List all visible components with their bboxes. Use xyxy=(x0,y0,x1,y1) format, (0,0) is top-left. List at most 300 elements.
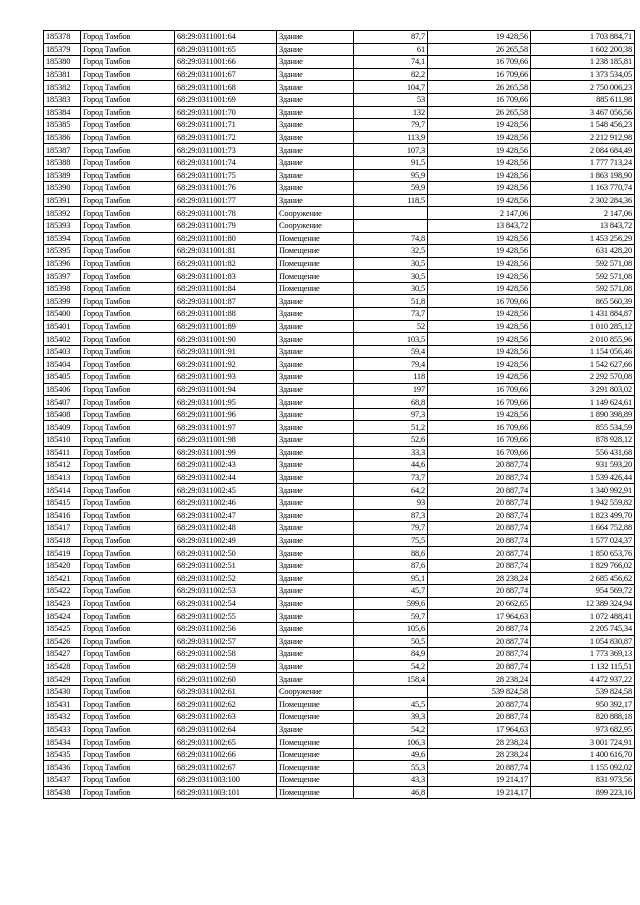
record-number-cell: 185406 xyxy=(44,383,81,396)
area-cell xyxy=(354,219,428,232)
cadastral-value-cell: 1 132 115,51 xyxy=(531,660,635,673)
object-type-cell: Помещение xyxy=(277,786,354,799)
unit-value-cell: 19 428,56 xyxy=(428,194,531,207)
unit-value-cell: 26 265,58 xyxy=(428,43,531,56)
table-row xyxy=(44,597,635,610)
area-cell: 51,8 xyxy=(354,295,428,308)
cadastral-value-cell: 1 577 024,37 xyxy=(531,534,635,547)
unit-value-cell: 19 428,56 xyxy=(428,232,531,245)
record-number-cell: 185383 xyxy=(44,93,81,106)
cadastral-value-cell: 1 154 056,46 xyxy=(531,345,635,358)
record-number-cell: 185424 xyxy=(44,610,81,623)
area-cell: 59,4 xyxy=(354,345,428,358)
city-cell: Город Тамбов xyxy=(81,333,175,346)
cadastral-number-cell: 68:29:0311001:99 xyxy=(175,446,277,459)
city-cell: Город Тамбов xyxy=(81,597,175,610)
table-row xyxy=(44,169,635,182)
area-cell: 45,7 xyxy=(354,585,428,598)
object-type-cell: Здание xyxy=(277,31,354,44)
city-cell: Город Тамбов xyxy=(81,547,175,560)
cadastral-value-cell: 878 928,12 xyxy=(531,434,635,447)
table-row xyxy=(44,459,635,472)
object-type-cell: Здание xyxy=(277,622,354,635)
object-type-cell: Здание xyxy=(277,484,354,497)
cadastral-number-cell: 68:29:0311001:65 xyxy=(175,43,277,56)
cadastral-number-cell: 68:29:0311001:76 xyxy=(175,182,277,195)
city-cell: Город Тамбов xyxy=(81,786,175,799)
object-type-cell: Здание xyxy=(277,534,354,547)
table-row xyxy=(44,484,635,497)
city-cell: Город Тамбов xyxy=(81,219,175,232)
object-type-cell: Здание xyxy=(277,295,354,308)
table-row xyxy=(44,106,635,119)
cadastral-value-cell: 1 942 559,82 xyxy=(531,496,635,509)
unit-value-cell: 19 214,17 xyxy=(428,786,531,799)
cadastral-value-cell: 2 147,06 xyxy=(531,207,635,220)
cadastral-value-cell: 1 054 830,87 xyxy=(531,635,635,648)
cadastral-number-cell: 68:29:0311002:54 xyxy=(175,597,277,610)
area-cell: 43,3 xyxy=(354,774,428,787)
cadastral-value-cell: 3 467 056,56 xyxy=(531,106,635,119)
cadastral-number-cell: 68:29:0311002:45 xyxy=(175,484,277,497)
city-cell: Город Тамбов xyxy=(81,119,175,132)
table-row xyxy=(44,736,635,749)
record-number-cell: 185386 xyxy=(44,131,81,144)
cadastral-value-cell: 1 890 398,89 xyxy=(531,408,635,421)
unit-value-cell: 17 964,63 xyxy=(428,723,531,736)
object-type-cell: Здание xyxy=(277,106,354,119)
city-cell: Город Тамбов xyxy=(81,648,175,661)
area-cell: 64,2 xyxy=(354,484,428,497)
cadastral-value-cell: 3 001 724,91 xyxy=(531,736,635,749)
area-cell: 30,5 xyxy=(354,270,428,283)
cadastral-value-cell: 1 850 653,76 xyxy=(531,547,635,560)
record-number-cell: 185395 xyxy=(44,245,81,258)
cadastral-number-cell: 68:29:0311001:67 xyxy=(175,68,277,81)
cadastral-number-cell: 68:29:0311001:73 xyxy=(175,144,277,157)
object-type-cell: Здание xyxy=(277,308,354,321)
city-cell: Город Тамбов xyxy=(81,610,175,623)
city-cell: Город Тамбов xyxy=(81,295,175,308)
table-row xyxy=(44,207,635,220)
area-cell: 50,5 xyxy=(354,635,428,648)
cadastral-value-cell: 2 084 684,49 xyxy=(531,144,635,157)
unit-value-cell: 539 824,58 xyxy=(428,685,531,698)
cadastral-value-cell: 1 863 198,90 xyxy=(531,169,635,182)
record-number-cell: 185420 xyxy=(44,559,81,572)
record-number-cell: 185437 xyxy=(44,774,81,787)
table-row xyxy=(44,622,635,635)
cadastral-value-cell: 1 703 884,71 xyxy=(531,31,635,44)
city-cell: Город Тамбов xyxy=(81,761,175,774)
area-cell: 118,5 xyxy=(354,194,428,207)
cadastral-value-cell: 1 664 752,88 xyxy=(531,522,635,535)
cadastral-value-cell: 2 292 570,08 xyxy=(531,371,635,384)
object-type-cell: Здание xyxy=(277,194,354,207)
record-number-cell: 185404 xyxy=(44,358,81,371)
cadastral-number-cell: 68:29:0311002:57 xyxy=(175,635,277,648)
object-type-cell: Помещение xyxy=(277,711,354,724)
cadastral-number-cell: 68:29:0311002:53 xyxy=(175,585,277,598)
record-number-cell: 185384 xyxy=(44,106,81,119)
city-cell: Город Тамбов xyxy=(81,371,175,384)
cadastral-number-cell: 68:29:0311001:66 xyxy=(175,56,277,69)
record-number-cell: 185387 xyxy=(44,144,81,157)
area-cell: 30,5 xyxy=(354,282,428,295)
object-type-cell: Здание xyxy=(277,597,354,610)
cadastral-number-cell: 68:29:0311002:58 xyxy=(175,648,277,661)
object-type-cell: Здание xyxy=(277,459,354,472)
record-number-cell: 185438 xyxy=(44,786,81,799)
city-cell: Город Тамбов xyxy=(81,471,175,484)
area-cell: 104,7 xyxy=(354,81,428,94)
cadastral-number-cell: 68:29:0311002:46 xyxy=(175,496,277,509)
city-cell: Город Тамбов xyxy=(81,245,175,258)
unit-value-cell: 16 709,66 xyxy=(428,446,531,459)
record-number-cell: 185421 xyxy=(44,572,81,585)
object-type-cell: Здание xyxy=(277,471,354,484)
object-type-cell: Помещение xyxy=(277,270,354,283)
record-number-cell: 185412 xyxy=(44,459,81,472)
cadastral-number-cell: 68:29:0311001:83 xyxy=(175,270,277,283)
cadastral-number-cell: 68:29:0311001:90 xyxy=(175,333,277,346)
unit-value-cell: 20 887,74 xyxy=(428,698,531,711)
area-cell xyxy=(354,685,428,698)
city-cell: Город Тамбов xyxy=(81,622,175,635)
record-number-cell: 185396 xyxy=(44,257,81,270)
unit-value-cell: 16 709,66 xyxy=(428,93,531,106)
record-number-cell: 185418 xyxy=(44,534,81,547)
city-cell: Город Тамбов xyxy=(81,320,175,333)
cadastral-value-cell: 1 453 256,29 xyxy=(531,232,635,245)
unit-value-cell: 19 428,56 xyxy=(428,333,531,346)
city-cell: Город Тамбов xyxy=(81,446,175,459)
cadastral-number-cell: 68:29:0311002:55 xyxy=(175,610,277,623)
cadastral-value-cell: 1 829 766,02 xyxy=(531,559,635,572)
area-cell: 68,8 xyxy=(354,396,428,409)
cadastral-value-cell: 556 431,68 xyxy=(531,446,635,459)
object-type-cell: Здание xyxy=(277,446,354,459)
area-cell: 113,9 xyxy=(354,131,428,144)
unit-value-cell: 19 428,56 xyxy=(428,282,531,295)
city-cell: Город Тамбов xyxy=(81,585,175,598)
object-type-cell: Здание xyxy=(277,396,354,409)
area-cell: 97,3 xyxy=(354,408,428,421)
area-cell: 91,5 xyxy=(354,156,428,169)
record-number-cell: 185402 xyxy=(44,333,81,346)
record-number-cell: 185409 xyxy=(44,421,81,434)
object-type-cell: Здание xyxy=(277,68,354,81)
unit-value-cell: 19 428,56 xyxy=(428,169,531,182)
object-type-cell: Здание xyxy=(277,383,354,396)
cadastral-number-cell: 68:29:0311001:96 xyxy=(175,408,277,421)
area-cell: 132 xyxy=(354,106,428,119)
cadastral-number-cell: 68:29:0311001:74 xyxy=(175,156,277,169)
area-cell: 53 xyxy=(354,93,428,106)
city-cell: Город Тамбов xyxy=(81,194,175,207)
cadastral-value-cell: 1 431 884,87 xyxy=(531,308,635,321)
cadastral-value-cell: 1 823 499,70 xyxy=(531,509,635,522)
table-row xyxy=(44,660,635,673)
cadastral-number-cell: 68:29:0311002:44 xyxy=(175,471,277,484)
cadastral-number-cell: 68:29:0311001:70 xyxy=(175,106,277,119)
cadastral-value-cell: 899 223,16 xyxy=(531,786,635,799)
area-cell: 51,2 xyxy=(354,421,428,434)
record-number-cell: 185391 xyxy=(44,194,81,207)
unit-value-cell: 28 238,24 xyxy=(428,748,531,761)
cadastral-value-cell: 954 569,72 xyxy=(531,585,635,598)
record-number-cell: 185422 xyxy=(44,585,81,598)
cadastral-value-cell: 1 602 200,38 xyxy=(531,43,635,56)
city-cell: Город Тамбов xyxy=(81,635,175,648)
cadastral-number-cell: 68:29:0311002:63 xyxy=(175,711,277,724)
area-cell: 32,5 xyxy=(354,245,428,258)
area-cell: 79,7 xyxy=(354,119,428,132)
record-number-cell: 185397 xyxy=(44,270,81,283)
record-number-cell: 185407 xyxy=(44,396,81,409)
cadastral-number-cell: 68:29:0311001:72 xyxy=(175,131,277,144)
table-row xyxy=(44,81,635,94)
unit-value-cell: 20 887,74 xyxy=(428,711,531,724)
unit-value-cell: 19 428,56 xyxy=(428,119,531,132)
unit-value-cell: 16 709,66 xyxy=(428,396,531,409)
area-cell: 95,9 xyxy=(354,169,428,182)
object-type-cell: Здание xyxy=(277,635,354,648)
city-cell: Город Тамбов xyxy=(81,559,175,572)
record-number-cell: 185434 xyxy=(44,736,81,749)
object-type-cell: Помещение xyxy=(277,257,354,270)
record-number-cell: 185425 xyxy=(44,622,81,635)
record-number-cell: 185400 xyxy=(44,308,81,321)
object-type-cell: Здание xyxy=(277,320,354,333)
cadastral-value-cell: 2 205 745,34 xyxy=(531,622,635,635)
city-cell: Город Тамбов xyxy=(81,673,175,686)
cadastral-value-cell: 1 238 185,81 xyxy=(531,56,635,69)
unit-value-cell: 19 428,56 xyxy=(428,257,531,270)
object-type-cell: Сооружение xyxy=(277,685,354,698)
object-type-cell: Здание xyxy=(277,673,354,686)
cadastral-value-cell: 1 773 369,13 xyxy=(531,648,635,661)
table-row xyxy=(44,358,635,371)
table-row xyxy=(44,219,635,232)
cadastral-value-cell: 885 611,98 xyxy=(531,93,635,106)
cadastral-value-cell: 12 389 324,94 xyxy=(531,597,635,610)
table-row xyxy=(44,471,635,484)
unit-value-cell: 20 887,74 xyxy=(428,459,531,472)
object-type-cell: Помещение xyxy=(277,748,354,761)
area-cell: 33,3 xyxy=(354,446,428,459)
area-cell: 87,3 xyxy=(354,509,428,522)
cadastral-number-cell: 68:29:0311002:47 xyxy=(175,509,277,522)
cadastral-number-cell: 68:29:0311001:91 xyxy=(175,345,277,358)
table-row xyxy=(44,748,635,761)
city-cell: Город Тамбов xyxy=(81,421,175,434)
cadastral-value-cell: 2 010 855,96 xyxy=(531,333,635,346)
object-type-cell: Помещение xyxy=(277,761,354,774)
table-row xyxy=(44,522,635,535)
object-type-cell: Помещение xyxy=(277,774,354,787)
table-row xyxy=(44,320,635,333)
cadastral-number-cell: 68:29:0311002:59 xyxy=(175,660,277,673)
cadastral-value-cell: 1 539 426,44 xyxy=(531,471,635,484)
object-type-cell: Здание xyxy=(277,547,354,560)
unit-value-cell: 19 428,56 xyxy=(428,144,531,157)
unit-value-cell: 28 238,24 xyxy=(428,572,531,585)
city-cell: Город Тамбов xyxy=(81,434,175,447)
cadastral-value-cell: 2 685 456,62 xyxy=(531,572,635,585)
city-cell: Город Тамбов xyxy=(81,282,175,295)
cadastral-number-cell: 68:29:0311001:89 xyxy=(175,320,277,333)
record-number-cell: 185417 xyxy=(44,522,81,535)
city-cell: Город Тамбов xyxy=(81,685,175,698)
cadastral-number-cell: 68:29:0311001:95 xyxy=(175,396,277,409)
record-number-cell: 185390 xyxy=(44,182,81,195)
unit-value-cell: 20 887,74 xyxy=(428,522,531,535)
cadastral-number-cell: 68:29:0311002:52 xyxy=(175,572,277,585)
object-type-cell: Здание xyxy=(277,119,354,132)
record-number-cell: 185431 xyxy=(44,698,81,711)
cadastral-value-table xyxy=(43,30,635,799)
cadastral-number-cell: 68:29:0311001:64 xyxy=(175,31,277,44)
object-type-cell: Сооружение xyxy=(277,207,354,220)
object-type-cell: Здание xyxy=(277,648,354,661)
area-cell: 95,1 xyxy=(354,572,428,585)
cadastral-number-cell: 68:29:0311002:48 xyxy=(175,522,277,535)
cadastral-value-cell: 2 750 006,23 xyxy=(531,81,635,94)
cadastral-value-cell: 539 824,58 xyxy=(531,685,635,698)
area-cell: 75,5 xyxy=(354,534,428,547)
cadastral-value-cell: 865 560,39 xyxy=(531,295,635,308)
cadastral-value-cell: 1 548 456,23 xyxy=(531,119,635,132)
city-cell: Город Тамбов xyxy=(81,207,175,220)
cadastral-value-cell: 592 571,08 xyxy=(531,282,635,295)
cadastral-number-cell: 68:29:0311002:62 xyxy=(175,698,277,711)
area-cell: 197 xyxy=(354,383,428,396)
area-cell: 52,6 xyxy=(354,434,428,447)
unit-value-cell: 16 709,66 xyxy=(428,421,531,434)
unit-value-cell: 20 887,74 xyxy=(428,484,531,497)
table-row xyxy=(44,761,635,774)
unit-value-cell: 28 238,24 xyxy=(428,673,531,686)
object-type-cell: Здание xyxy=(277,522,354,535)
cadastral-value-cell: 1 340 992,91 xyxy=(531,484,635,497)
city-cell: Город Тамбов xyxy=(81,81,175,94)
area-cell: 87,7 xyxy=(354,31,428,44)
unit-value-cell: 19 428,56 xyxy=(428,31,531,44)
cadastral-number-cell: 68:29:0311002:56 xyxy=(175,622,277,635)
table-row xyxy=(44,396,635,409)
city-cell: Город Тамбов xyxy=(81,509,175,522)
record-number-cell: 185381 xyxy=(44,68,81,81)
record-number-cell: 185401 xyxy=(44,320,81,333)
cadastral-number-cell: 68:29:0311001:78 xyxy=(175,207,277,220)
table-row xyxy=(44,194,635,207)
table-row xyxy=(44,496,635,509)
cadastral-value-cell: 855 534,59 xyxy=(531,421,635,434)
cadastral-number-cell: 68:29:0311001:77 xyxy=(175,194,277,207)
cadastral-value-cell: 1 010 285,12 xyxy=(531,320,635,333)
city-cell: Город Тамбов xyxy=(81,169,175,182)
object-type-cell: Здание xyxy=(277,434,354,447)
city-cell: Город Тамбов xyxy=(81,270,175,283)
unit-value-cell: 19 428,56 xyxy=(428,131,531,144)
object-type-cell: Здание xyxy=(277,345,354,358)
area-cell: 88,6 xyxy=(354,547,428,560)
area-cell: 93 xyxy=(354,496,428,509)
table-body xyxy=(44,31,635,799)
area-cell xyxy=(354,207,428,220)
record-number-cell: 185382 xyxy=(44,81,81,94)
cadastral-number-cell: 68:29:0311001:69 xyxy=(175,93,277,106)
record-number-cell: 185403 xyxy=(44,345,81,358)
record-number-cell: 185398 xyxy=(44,282,81,295)
unit-value-cell: 20 887,74 xyxy=(428,534,531,547)
area-cell: 74,8 xyxy=(354,232,428,245)
object-type-cell: Здание xyxy=(277,144,354,157)
object-type-cell: Здание xyxy=(277,333,354,346)
table-row xyxy=(44,421,635,434)
object-type-cell: Помещение xyxy=(277,698,354,711)
table-row xyxy=(44,698,635,711)
unit-value-cell: 20 662,65 xyxy=(428,597,531,610)
table-row xyxy=(44,345,635,358)
object-type-cell: Здание xyxy=(277,559,354,572)
cadastral-value-cell: 1 400 616,70 xyxy=(531,748,635,761)
area-cell: 73,7 xyxy=(354,471,428,484)
table-row xyxy=(44,547,635,560)
city-cell: Город Тамбов xyxy=(81,144,175,157)
object-type-cell: Здание xyxy=(277,131,354,144)
unit-value-cell: 19 428,56 xyxy=(428,358,531,371)
table-row xyxy=(44,446,635,459)
cadastral-number-cell: 68:29:0311001:84 xyxy=(175,282,277,295)
unit-value-cell: 20 887,74 xyxy=(428,761,531,774)
city-cell: Город Тамбов xyxy=(81,68,175,81)
area-cell: 107,3 xyxy=(354,144,428,157)
area-cell: 82,2 xyxy=(354,68,428,81)
unit-value-cell: 19 428,56 xyxy=(428,371,531,384)
cadastral-value-cell: 631 428,20 xyxy=(531,245,635,258)
cadastral-value-cell: 2 302 284,36 xyxy=(531,194,635,207)
cadastral-number-cell: 68:29:0311001:87 xyxy=(175,295,277,308)
cadastral-value-cell: 1 072 488,41 xyxy=(531,610,635,623)
city-cell: Город Тамбов xyxy=(81,358,175,371)
object-type-cell: Здание xyxy=(277,572,354,585)
table-row xyxy=(44,572,635,585)
record-number-cell: 185416 xyxy=(44,509,81,522)
area-cell: 49,6 xyxy=(354,748,428,761)
object-type-cell: Помещение xyxy=(277,736,354,749)
cadastral-number-cell: 68:29:0311001:80 xyxy=(175,232,277,245)
city-cell: Город Тамбов xyxy=(81,522,175,535)
cadastral-number-cell: 68:29:0311002:60 xyxy=(175,673,277,686)
table-row xyxy=(44,257,635,270)
unit-value-cell: 26 265,58 xyxy=(428,106,531,119)
unit-value-cell: 17 964,63 xyxy=(428,610,531,623)
unit-value-cell: 19 428,56 xyxy=(428,182,531,195)
record-number-cell: 185423 xyxy=(44,597,81,610)
cadastral-value-cell: 1 777 713,24 xyxy=(531,156,635,169)
cadastral-number-cell: 68:29:0311001:98 xyxy=(175,434,277,447)
unit-value-cell: 19 428,56 xyxy=(428,320,531,333)
cadastral-number-cell: 68:29:0311002:64 xyxy=(175,723,277,736)
object-type-cell: Здание xyxy=(277,93,354,106)
table-row xyxy=(44,295,635,308)
object-type-cell: Здание xyxy=(277,585,354,598)
area-cell: 158,4 xyxy=(354,673,428,686)
city-cell: Город Тамбов xyxy=(81,232,175,245)
table-row xyxy=(44,673,635,686)
